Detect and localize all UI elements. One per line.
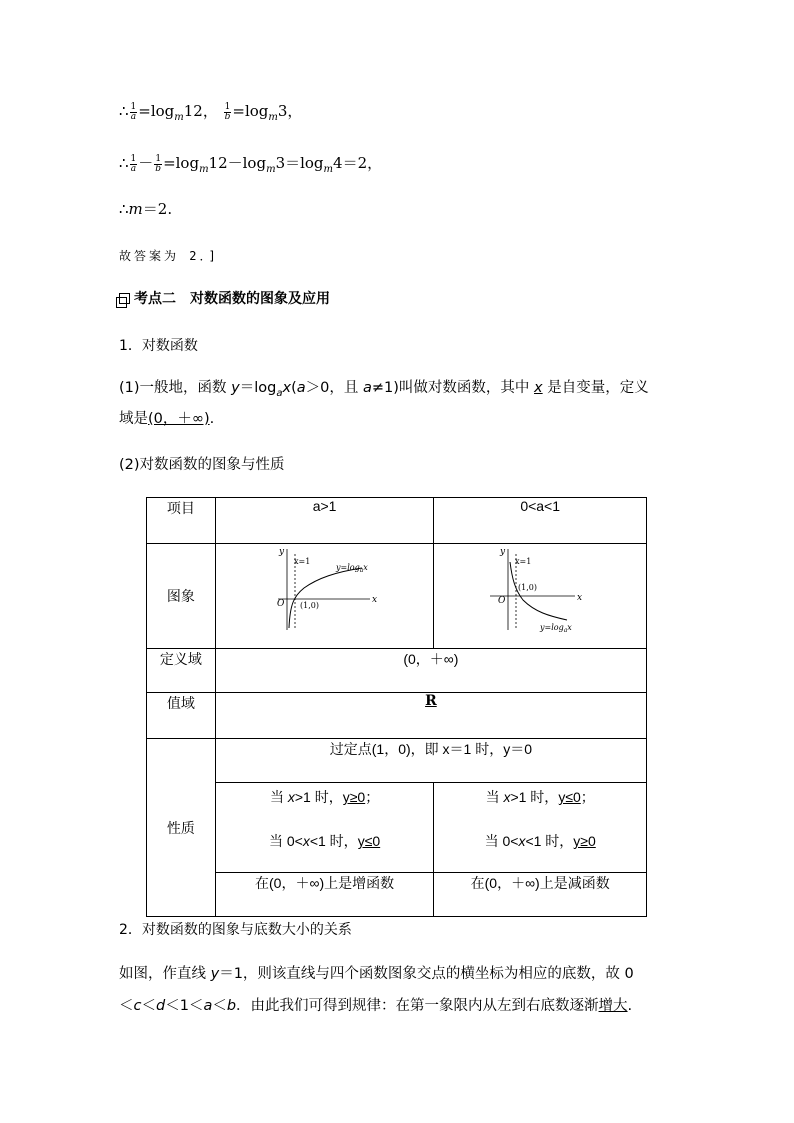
log-arg: 3， [277,102,303,120]
var-x: x [302,833,310,849]
point-label: (1,0) [299,601,319,610]
table-row-domain [147,649,647,693]
table-row-sign [147,783,647,873]
y-condition: y≤0 [558,789,581,805]
eq-text: 12－log [208,154,267,172]
eq-text: =log [138,102,175,120]
axis-label-y: y [278,547,284,557]
y-condition: y≤0 [357,833,381,849]
fraction-numerator: 1 [155,153,162,164]
text: 域是 [119,411,148,427]
eq-text: =log [232,102,269,120]
text: ＞0，且 [305,380,363,396]
equation-line-2 [119,152,382,181]
subsection-heading-1: 1．对数函数 [119,338,198,354]
text: ＜ [212,998,227,1014]
base-relation-line-1 [119,963,634,985]
keyword-increase-underlined: 增大 [598,998,628,1014]
text: <1 时， [309,833,358,849]
text: ＜1＜ [165,998,204,1014]
var-b: b [226,998,237,1014]
log-base: a [276,387,283,399]
eq-text: ＝2. [142,200,173,218]
graph-log-increasing [270,544,380,634]
origin-label: O [498,596,506,606]
eq-text: =log [163,154,200,172]
fraction-numerator: 1 [130,153,137,164]
fraction-denominator: a [130,163,137,174]
fraction-denominator: b [155,163,162,174]
base-relation-line-2 [119,995,632,1017]
curve-label: $y=\log_ax$ [335,563,368,574]
fraction-1-over-a [130,155,138,174]
fraction-1-over-b [224,103,232,122]
line-x1-label: x=1 [515,557,532,566]
text: ＜ [119,998,134,1014]
text: . [627,998,633,1014]
fraction-denominator: b [224,111,231,122]
table-row-fixed-point [147,739,647,783]
y-condition: y≥0 [342,789,366,805]
sign-line-1 [216,787,434,807]
table-header-row [147,498,647,544]
eq-text: 3＝log [275,154,324,172]
sign-cell-increasing [215,783,434,873]
fixed-point-text: 过定点(1，0)，即 x＝1 时，y＝0 [215,739,646,783]
var-x: x [287,789,295,805]
definition-paragraph-line-1 [119,377,649,405]
text: ； [580,789,595,805]
text: 当 [269,789,288,805]
table-row-monotonicity [147,873,647,917]
header-a-between-0-1: 0<a<1 [434,498,647,544]
graph-cell-decreasing [434,544,647,649]
therefore-symbol: ∴ [119,200,129,218]
definition-paragraph-line-2 [119,408,214,430]
origin-label: O [276,599,284,609]
eq-text: 4＝2， [333,154,383,172]
var-d: d [155,998,166,1014]
fraction-1-over-b [154,155,162,174]
text: ＝1，则该直线与四个函数图象交点的横坐标为相应的底数，故 0 [219,966,634,982]
table-row-graph [147,544,647,649]
answer-line: 故答案为 2．] [119,249,219,263]
text: >1 时， [510,789,559,805]
var-c: c [133,998,142,1014]
text: ．由此我们可得到规律：在第一象限内从左到右底数逐渐 [236,998,599,1014]
text: 当 0< [484,833,519,849]
var-y: y [231,380,240,396]
text: 当 0< [268,833,303,849]
text: (1)一般地，函数 [119,380,232,396]
axis-label-x: x [371,595,377,605]
axis-label-x: x [577,593,583,603]
section-title-text: 考点二 对数函数的图象及应用 [134,291,330,307]
var-x: x [518,833,526,849]
text: 是自变量，定义 [542,380,649,396]
text: ＜ [141,998,156,1014]
text: ； [365,789,380,805]
var-x: x [503,789,511,805]
mono-decreasing: 在(0，＋∞)上是减函数 [434,873,647,917]
text: . [209,411,215,427]
sign-cell-decreasing [434,783,647,873]
text: 当 [485,789,504,805]
log-base: m [174,112,184,123]
text: <1 时， [525,833,574,849]
log-base: m [268,112,278,123]
text: ＝log [239,380,277,396]
log-arg: 12， [183,102,218,120]
variable-m: m [128,200,143,218]
log-function-property-table [146,497,647,917]
point-label: (1,0) [518,583,538,592]
var-a: a [363,380,372,396]
graph-log-decreasing [485,544,595,634]
text: ( [291,380,297,396]
log-base: m [323,164,334,175]
row-label-domain: 定义域 [147,649,216,693]
section-box-icon [119,293,130,304]
domain-underlined: (0，＋∞) [148,411,210,427]
var-a: a [203,998,213,1014]
text: >1 时， [294,789,343,805]
curve-label: $y=\log_ax$ [540,623,572,634]
var-x: x [282,380,292,396]
text: ≠1)叫做对数函数，其中 [371,380,535,396]
text: 如图，作直线 [119,966,211,982]
fraction-numerator: 1 [224,101,231,112]
fraction-1-over-a [130,103,138,122]
line-x1-label: x=1 [293,557,310,566]
therefore-symbol: ∴ [119,154,129,172]
subsection-2-title: (2)对数函数的图象与性质 [119,457,285,473]
fraction-denominator: a [130,111,137,122]
row-label-properties: 性质 [147,739,216,917]
therefore-symbol: ∴ [119,102,129,120]
mono-increasing: 在(0，＋∞)上是增函数 [215,873,434,917]
var-x-underlined: x [534,380,543,396]
row-label-range: 值域 [147,693,216,739]
var-y: y [210,966,220,982]
y-condition: y≥0 [573,833,596,849]
minus-sign: － [138,154,154,172]
range-value: R [215,693,646,739]
subsection-heading-2: 2．对数函数的图象与底数大小的关系 [119,922,352,938]
equation-line-3 [119,198,172,220]
header-a-gt-1: a>1 [215,498,434,544]
sign-line-2 [434,831,646,851]
fraction-numerator: 1 [130,101,137,112]
log-base: m [266,164,276,175]
sign-line-2 [216,831,434,851]
sign-line-1 [434,787,646,807]
header-item: 项目 [147,498,216,544]
domain-value: (0，＋∞) [215,649,646,693]
section-heading [119,288,330,310]
graph-cell-increasing [215,544,434,649]
log-base: m [199,164,209,175]
equation-line-1 [119,100,302,129]
table-row-range [147,693,647,739]
axis-label-y: y [500,547,506,557]
var-a: a [296,380,306,396]
row-label-graph: 图象 [147,544,216,649]
